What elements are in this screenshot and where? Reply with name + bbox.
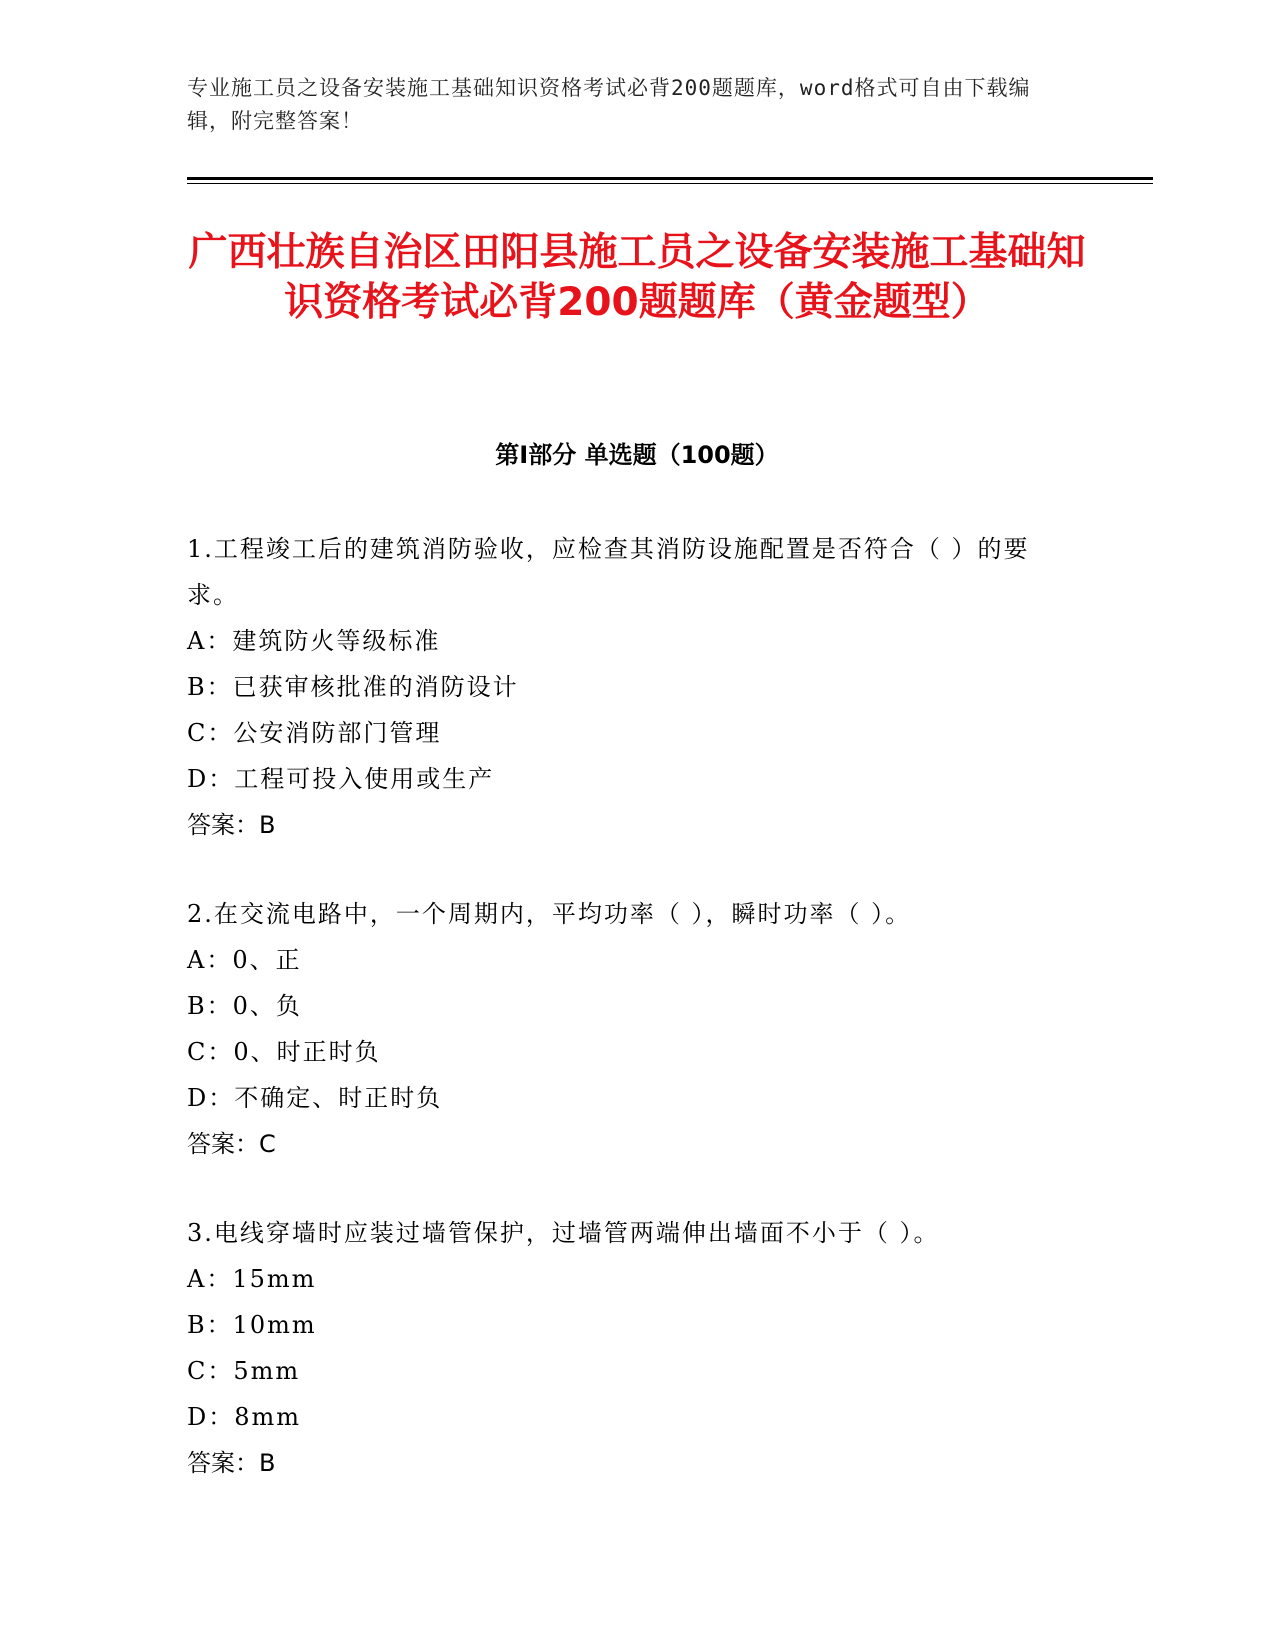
- option-b: B：10mm: [187, 1311, 317, 1339]
- header-divider-thin: [187, 183, 1153, 184]
- option-b: B：0、负: [187, 992, 302, 1020]
- option-c: C：5mm: [187, 1357, 301, 1385]
- option-d: D：不确定、时正时负: [187, 1084, 443, 1112]
- answer: 答案：B: [187, 811, 276, 839]
- answer: 答案：C: [187, 1130, 276, 1158]
- question-stem: 2.在交流电路中，一个周期内，平均功率（ ），瞬时功率（ ）。: [187, 900, 912, 928]
- section-heading: 第I部分 单选题（100题）: [495, 441, 779, 469]
- header-divider: [187, 177, 1153, 180]
- question-stem: 1.工程竣工后的建筑消防验收，应检查其消防设施配置是否符合（ ）的要求。: [187, 535, 1030, 609]
- header-note: 专业施工员之设备安装施工基础知识资格考试必背200题题库，word格式可自由下载编辑，附完整答案！: [187, 76, 1031, 133]
- option-a: A：建筑防火等级标准: [187, 627, 441, 655]
- question-3: [187, 1210, 1067, 1486]
- option-b: B：已获审核批准的消防设计: [187, 673, 519, 701]
- option-d: D：工程可投入使用或生产: [187, 765, 495, 793]
- question-list: [187, 526, 1067, 1529]
- answer: 答案：B: [187, 1449, 276, 1477]
- question-2: [187, 891, 1067, 1167]
- document-title: 广西壮族自治区田阳县施工员之设备安装施工基础知识资格考试必背200题题库（黄金题型）: [188, 230, 1086, 325]
- option-d: D：8mm: [187, 1403, 302, 1431]
- question-1: [187, 526, 1067, 848]
- question-stem: 3.电线穿墙时应装过墙管保护，过墙管两端伸出墙面不小于（ ）。: [187, 1219, 940, 1247]
- option-c: C：0、时正时负: [187, 1038, 381, 1066]
- option-c: C：公安消防部门管理: [187, 719, 442, 747]
- option-a: A：0、正: [187, 946, 302, 974]
- option-a: A：15mm: [187, 1265, 317, 1293]
